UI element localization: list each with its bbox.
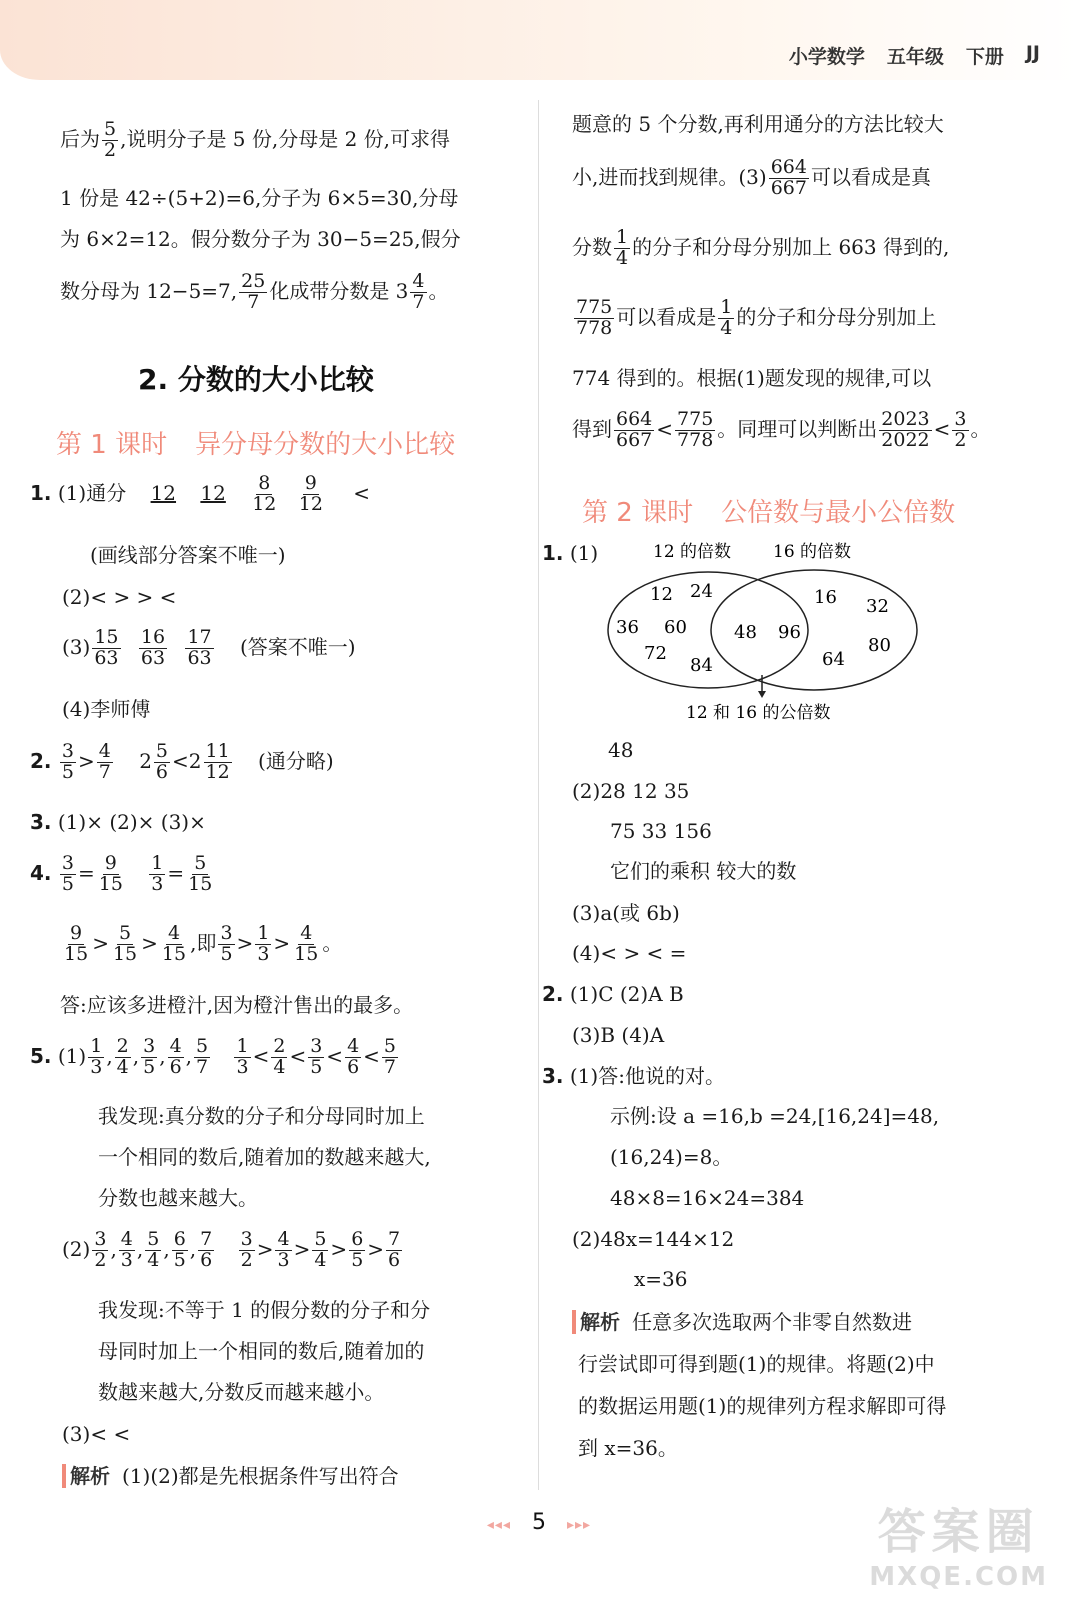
r-q1-answer: 48 — [608, 738, 634, 762]
r-line-4: $\frac{775}{778}$ 可以看成是 $\frac{1}{4}$ 的分子和分母分别加上 — [576, 296, 937, 339]
q2: 2. $\frac{3}{5}$ > $\frac{4}{7}$ 2 $\frac{5}{6}$ <2 $\frac{11}{12}$ (通分略) — [30, 740, 334, 783]
section-title: 2. 分数的大小比较 — [138, 363, 374, 396]
r-q2-a: 2. (1)C (2)A B — [542, 982, 684, 1006]
q1-part2: (2)< > > < — [62, 585, 177, 609]
r-line-1: 题意的 5 个分数,再利用通分的方法比较大 — [572, 112, 944, 136]
edition: JJ — [1025, 42, 1040, 64]
lesson-1-title: 第 1 课时 异分母分数的大小比较 — [56, 430, 456, 460]
intro-line-3: 为 6×2=12。假分数分子为 30−5=25,假分 — [60, 227, 461, 251]
intro-line-2: 1 份是 42÷(5+2)=6,分子为 6×5=30,分母 — [60, 186, 459, 210]
lesson-2-title: 第 2 课时 公倍数与最小公倍数 — [582, 498, 956, 528]
r-q1-label: 1. (1) — [542, 541, 599, 565]
q5-finding-1c: 分数也越来越大。 — [98, 1186, 258, 1210]
r-q1-part2a: (2)28 12 35 — [572, 779, 690, 803]
venn-number: 96 — [778, 622, 801, 643]
r-q1-part2b: 75 33 156 — [610, 819, 712, 843]
r-q1-part4: (4)< > < = — [572, 941, 687, 965]
r-q3-example-3: 48×8=16×24=384 — [610, 1186, 805, 1210]
subject: 小学数学 — [788, 46, 865, 68]
venn-number: 32 — [866, 596, 889, 617]
book-info — [789, 42, 1040, 69]
r-q3-example-2: (16,24)=8。 — [610, 1145, 733, 1169]
intro-line-4: 数分母为 12−5=7, $\frac{25}{7}$ 化成带分数是 3 $\frac{4}{7}$ 。 — [60, 270, 449, 313]
q5-finding-1a: 我发现:真分数的分子和分母同时加上 — [98, 1104, 425, 1128]
r-line-5: 774 得到的。根据(1)题发现的规律,可以 — [572, 366, 932, 390]
q1-part3: (3) $\frac{15}{63}$ $\frac{16}{63}$ $\frac{17}{63}$ (答案不唯一) — [62, 626, 356, 669]
q5-part3: (3)< < — [62, 1422, 131, 1446]
page-number: 5 — [532, 1510, 546, 1535]
venn-diagram — [598, 535, 928, 735]
watermark-logo: 答案圈 MXQE.COM — [869, 1504, 1048, 1592]
r-q2-b: (3)B (4)A — [572, 1023, 665, 1047]
r-line-6: 得到 $\frac{664}{667}$ < $\frac{775}{778}$ 。同理可以判断出 $\frac{2023}{2022}$ < $\frac{3}{2}$ 。 — [572, 408, 991, 451]
venn-label-right: 16 的倍数 — [773, 542, 852, 562]
q4-answer: 答:应该多进橙汁,因为橙汁售出的最多。 — [60, 993, 414, 1017]
q1-part4: (4)李师傅 — [62, 697, 151, 721]
venn-number: 48 — [734, 622, 757, 643]
q4-line1: 4. $\frac{3}{5}$ = $\frac{9}{15}$ $\frac{1}{3}$ = $\frac{5}{15}$ — [30, 852, 213, 895]
column-divider — [538, 100, 539, 1490]
q5-part1: 5. (1) $\frac{1}{3}$ , $\frac{2}{4}$ , $\frac{3}{5}$ , $\frac{4}{6}$ , $\frac{5}{7}$ $\frac{1}{3}$ < $\frac{2}{4}$ < $\frac{3}{5}$ < $\frac{4}{6}$ < $\frac{5}{7}$ — [30, 1035, 397, 1078]
venn-caption: 12 和 16 的公倍数 — [686, 703, 831, 723]
fraction: $\frac{25}{7}$ — [241, 270, 266, 313]
venn-number: 16 — [814, 587, 837, 608]
right-analysis-3: 的数据运用题(1)的规律列方程求解即可得 — [578, 1394, 947, 1418]
r-q3-part1: 3. (1)答:他说的对。 — [542, 1064, 725, 1088]
grade: 五年级 — [886, 46, 944, 68]
r-q3-part2: (2)48x=144×12 — [572, 1227, 735, 1251]
venn-label-left: 12 的倍数 — [653, 542, 732, 562]
r-line-2: 小,进而找到规律。(3) $\frac{664}{667}$ 可以看成是真 — [572, 156, 931, 199]
intro-line-1: 后为 $\frac{5}{2}$ ,说明分子是 5 份,分母是 2 份,可求得 — [60, 118, 451, 161]
volume: 下册 — [965, 46, 1004, 68]
prev-arrows-icon: ◂◂◂ — [486, 1517, 511, 1533]
q1-note: (画线部分答案不唯一) — [90, 543, 286, 567]
fraction: $\frac{5}{2}$ — [104, 118, 117, 161]
q4-line2: $\frac{9}{15}$ > $\frac{5}{15}$ > $\frac{4}{15}$ ,即 $\frac{3}{5}$ > $\frac{1}{3}$ > $\frac{4}{15}$ 。 — [64, 922, 343, 965]
venn-number: 84 — [690, 655, 713, 676]
r-q1-part3: (3)a(或 6b) — [572, 901, 680, 925]
venn-number: 72 — [644, 643, 667, 664]
right-analysis-1: 解析 任意多次选取两个非零自然数进 — [572, 1310, 912, 1334]
r-line-3: 分数 $\frac{1}{4}$ 的分子和分母分别加上 663 得到的, — [572, 226, 950, 269]
right-analysis-4: 到 x=36。 — [578, 1436, 678, 1460]
venn-number: 12 — [650, 584, 673, 605]
q5-finding-2b: 母同时加上一个相同的数后,随着加的 — [98, 1339, 425, 1363]
q5-part2: (2) $\frac{3}{2}$ , $\frac{4}{3}$ , $\frac{5}{4}$ , $\frac{6}{5}$ , $\frac{7}{6}$ $\frac{3}{2}$ > $\frac{4}{3}$ > $\frac{5}{4}$ > $\frac{6}{5}$ > $\frac{7}{6}$ — [62, 1228, 401, 1271]
r-q3-part2-result: x=36 — [634, 1267, 688, 1291]
venn-number: 36 — [616, 617, 639, 638]
fraction: $\frac{4}{7}$ — [412, 270, 425, 313]
q5-finding-2c: 数越来越大,分数反而越来越小。 — [98, 1380, 385, 1404]
venn-number: 24 — [690, 581, 713, 602]
venn-number: 64 — [822, 649, 845, 670]
next-arrows-icon: ▸▸▸ — [567, 1517, 592, 1533]
left-analysis: 解析 (1)(2)都是先根据条件写出符合 — [62, 1464, 399, 1488]
venn-number: 80 — [868, 635, 891, 656]
q5-finding-1b: 一个相同的数后,随着加的数越来越大, — [98, 1145, 431, 1169]
q5-finding-2a: 我发现:不等于 1 的假分数的分子和分 — [98, 1298, 431, 1322]
r-q3-example-1: 示例:设 a =16,b =24,[16,24]=48, — [610, 1104, 940, 1128]
r-q1-part2c: 它们的乘积 较大的数 — [610, 859, 797, 883]
venn-number: 60 — [664, 617, 687, 638]
q1-part1: 1. (1)通分 12 12 $\frac{8}{12}$ $\frac{9}{12}$ < — [30, 472, 371, 515]
right-analysis-2: 行尝试即可得到题(1)的规律。将题(2)中 — [578, 1352, 935, 1376]
q3: 3. (1)× (2)× (3)× — [30, 810, 206, 834]
